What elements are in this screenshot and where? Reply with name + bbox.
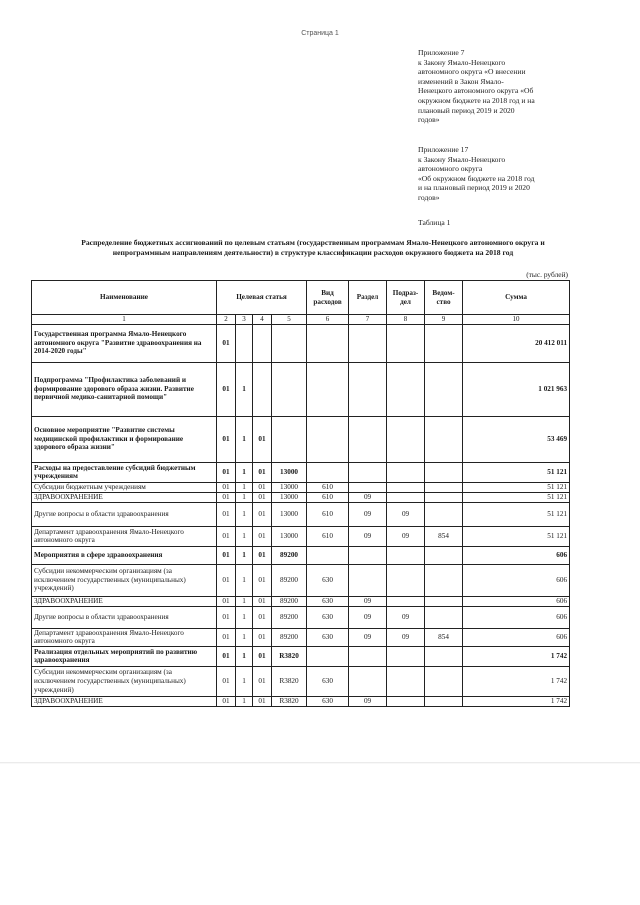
appendix-17-title: Приложение 17 [418,145,469,154]
target-event-cell: 01 [253,596,272,606]
table-row [32,596,570,606]
department-cell: 854 [425,526,463,546]
table-row [32,606,570,628]
target-direction-cell: R3820 [272,646,307,666]
target-direction-cell: 89200 [272,596,307,606]
subsection-cell [387,492,425,502]
target-direction-cell: 89200 [272,628,307,646]
target-program-cell: 01 [217,696,236,706]
target-subprogram-cell: 1 [236,526,253,546]
column-number: 3 [236,315,253,325]
section-cell: 09 [349,502,387,526]
target-program-cell: 01 [217,646,236,666]
appendix-17-line: к Закону Ямало-Ненецкого [418,154,506,164]
header-target-article: Целевая статья [217,281,307,315]
target-program-cell: 01 [217,362,236,416]
department-cell [425,362,463,416]
subsection-cell [387,696,425,706]
row-name-cell: Реализация отдельных мероприятий по развитию здравоохранения [32,646,217,666]
target-event-cell: 01 [253,526,272,546]
expense-type-cell: 630 [307,596,349,606]
target-direction-cell: 89200 [272,606,307,628]
department-cell [425,606,463,628]
target-subprogram-cell [236,324,253,362]
target-subprogram-cell: 1 [236,666,253,696]
appendix-7-line: Ненецкого автономного округа «Об [418,86,534,96]
target-event-cell: 01 [253,696,272,706]
target-event-cell: 01 [253,564,272,596]
row-name-cell: Подпрограмма "Профилактика заболеваний и формирование здорового образа жизни. Развитие первичной медико-санитарной помощи" [32,362,217,416]
row-name-cell: Другие вопросы в области здравоохранения [32,502,217,526]
subsection-cell [387,324,425,362]
section-cell [349,546,387,564]
table-row [32,462,570,482]
sum-cell: 51 121 [463,482,570,492]
section-cell: 09 [349,526,387,546]
row-name-cell: ЗДРАВООХРАНЕНИЕ [32,492,217,502]
row-name-cell: Субсидии бюджетным учреждениям [32,482,217,492]
target-event-cell: 01 [253,666,272,696]
table-row [32,696,570,706]
section-cell [349,324,387,362]
expense-type-cell: 630 [307,666,349,696]
section-cell: 09 [349,628,387,646]
target-event-cell: 01 [253,606,272,628]
row-name-cell: Субсидии некоммерческим организациям (за исключением государственных (муниципальных) учреждений) [32,666,217,696]
target-event-cell: 01 [253,416,272,462]
appendix-7-line: плановый период 2019 и 2020 [418,105,515,115]
sum-cell: 1 742 [463,666,570,696]
target-program-cell: 01 [217,526,236,546]
page-label: Страница 1 [301,30,339,37]
sum-cell: 51 121 [463,526,570,546]
row-name-cell: Государственная программа Ямало-Ненецкого автономного округа "Развитие здравоохранения на 2014-2020 годы" [32,324,217,362]
table-row [32,564,570,596]
subsection-cell [387,416,425,462]
subsection-cell: 09 [387,526,425,546]
target-subprogram-cell: 1 [236,416,253,462]
department-cell [425,596,463,606]
target-event-cell: 01 [253,646,272,666]
subsection-cell: 09 [387,502,425,526]
department-cell [425,462,463,482]
target-direction-cell: R3820 [272,696,307,706]
department-cell [425,492,463,502]
appendix-7-line: годов» [418,115,440,125]
target-subprogram-cell: 1 [236,606,253,628]
row-name-cell: Мероприятия в сфере здравоохранения [32,546,217,564]
table-row [32,416,570,462]
target-event-cell [253,324,272,362]
target-subprogram-cell: 1 [236,492,253,502]
target-direction-cell: 13000 [272,502,307,526]
target-subprogram-cell: 1 [236,362,253,416]
department-cell [425,546,463,564]
target-subprogram-cell: 1 [236,646,253,666]
document-title: Распределение бюджетных ассигнований по целевым статьям (государственным программам Ямало-Ненецкого автономного округа и непрограммным направлениям деятельности) в структуре классификации расходов окружного бюджета на 2018 год [81,238,545,257]
section-cell [349,416,387,462]
column-number: 7 [349,315,387,325]
department-cell [425,646,463,666]
expense-type-cell: 610 [307,492,349,502]
column-number: 2 [217,315,236,325]
table-row [32,546,570,564]
row-name-cell: ЗДРАВООХРАНЕНИЕ [32,596,217,606]
target-direction-cell: 13000 [272,482,307,492]
target-subprogram-cell: 1 [236,502,253,526]
expense-type-cell: 630 [307,628,349,646]
target-program-cell: 01 [217,564,236,596]
header-row [32,281,570,315]
sum-cell: 606 [463,606,570,628]
row-name-cell: Основное мероприятие "Развитие системы медицинской профилактики и формирование здорового образа жизни" [32,416,217,462]
row-name-cell: Расходы на предоставление субсидий бюджетным учреждениям [32,462,217,482]
department-cell [425,416,463,462]
appendix-7-line: к Закону Ямало-Ненецкого [418,57,506,67]
sum-cell: 51 121 [463,492,570,502]
sum-cell: 606 [463,564,570,596]
section-cell [349,362,387,416]
row-name-cell: ЗДРАВООХРАНЕНИЕ [32,696,217,706]
table-label: Таблица 1 [418,218,451,227]
target-direction-cell [272,324,307,362]
section-cell [349,482,387,492]
section-cell: 09 [349,696,387,706]
appendix-7-line: изменений в Закон Ямало- [418,76,504,86]
department-cell [425,482,463,492]
sum-cell: 51 121 [463,462,570,482]
row-name-cell: Департамент здравоохранения Ямало-Ненецкого автономного округа [32,628,217,646]
target-event-cell: 01 [253,502,272,526]
target-program-cell: 01 [217,546,236,564]
expense-type-cell: 610 [307,526,349,546]
target-subprogram-cell: 1 [236,628,253,646]
appendix-17-line: годов» [418,192,440,202]
appendix-17-line: автономного округа [418,164,483,174]
target-direction-cell: 89200 [272,564,307,596]
column-number: 4 [253,315,272,325]
expense-type-cell: 630 [307,606,349,628]
target-event-cell: 01 [253,482,272,492]
section-cell [349,564,387,596]
header-sum: Сумма [463,281,570,315]
target-program-cell: 01 [217,596,236,606]
expense-type-cell: 630 [307,564,349,596]
table-row [32,526,570,546]
table-row [32,324,570,362]
target-subprogram-cell: 1 [236,546,253,564]
appendix-17-line: и на плановый период 2019 и 2020 [418,183,530,193]
target-event-cell [253,362,272,416]
target-event-cell: 01 [253,492,272,502]
header-department: Ведом-ство [425,281,463,315]
target-program-cell: 01 [217,416,236,462]
sum-cell: 51 121 [463,502,570,526]
scan-edge [0,762,640,764]
header-subsection: Подраз-дел [387,281,425,315]
target-program-cell: 01 [217,666,236,696]
subsection-cell [387,482,425,492]
target-program-cell: 01 [217,606,236,628]
target-direction-cell: 13000 [272,526,307,546]
target-subprogram-cell: 1 [236,482,253,492]
target-direction-cell: 13000 [272,492,307,502]
target-subprogram-cell: 1 [236,696,253,706]
subsection-cell: 09 [387,606,425,628]
expense-type-cell [307,546,349,564]
expense-type-cell [307,646,349,666]
subsection-cell [387,666,425,696]
section-cell: 09 [349,492,387,502]
subsection-cell [387,564,425,596]
sum-cell: 606 [463,546,570,564]
appendix-7-block [418,48,578,125]
target-program-cell: 01 [217,324,236,362]
department-cell [425,696,463,706]
department-cell [425,324,463,362]
department-cell: 854 [425,628,463,646]
table-body [32,324,570,706]
section-cell: 09 [349,606,387,628]
department-cell [425,502,463,526]
subsection-cell [387,362,425,416]
subsection-cell: 09 [387,628,425,646]
column-number: 10 [463,315,570,325]
section-cell [349,666,387,696]
header-name: Наименование [32,281,217,315]
target-subprogram-cell: 1 [236,462,253,482]
expense-type-cell [307,462,349,482]
sum-cell: 1 742 [463,696,570,706]
target-program-cell: 01 [217,502,236,526]
subsection-cell [387,646,425,666]
appendix-17-line: «Об окружном бюджете на 2018 год [418,173,535,183]
header-section: Раздел [349,281,387,315]
column-number: 5 [272,315,307,325]
subsection-cell [387,462,425,482]
table-row [32,362,570,416]
target-direction-cell: 89200 [272,546,307,564]
appendix-7-title: Приложение 7 [418,48,465,57]
expense-type-cell: 610 [307,502,349,526]
target-direction-cell [272,416,307,462]
table-row [32,628,570,646]
table-row [32,492,570,502]
column-number-row [32,315,570,325]
expense-type-cell: 630 [307,696,349,706]
sum-cell: 606 [463,628,570,646]
appendix-17-block [418,145,578,203]
target-program-cell: 01 [217,492,236,502]
expense-type-cell [307,416,349,462]
section-cell [349,646,387,666]
target-event-cell: 01 [253,462,272,482]
row-name-cell: Другие вопросы в области здравоохранения [32,606,217,628]
appendix-7-line: автономного округа «О внесении [418,67,526,77]
column-number: 8 [387,315,425,325]
column-number: 6 [307,315,349,325]
column-number: 1 [32,315,217,325]
target-program-cell: 01 [217,482,236,492]
target-event-cell: 01 [253,546,272,564]
sum-cell: 1 021 963 [463,362,570,416]
target-direction-cell: 13000 [272,462,307,482]
table-row [32,482,570,492]
sum-cell: 606 [463,596,570,606]
budget-table [31,280,570,707]
header-expense-type: Вид расходов [307,281,349,315]
units-label: (тыс. рублей) [526,270,568,279]
expense-type-cell [307,324,349,362]
expense-type-cell [307,362,349,416]
section-cell: 09 [349,596,387,606]
section-cell [349,462,387,482]
target-event-cell: 01 [253,628,272,646]
sum-cell: 53 469 [463,416,570,462]
subsection-cell [387,546,425,564]
table-row [32,666,570,696]
table-row [32,502,570,526]
target-program-cell: 01 [217,628,236,646]
target-program-cell: 01 [217,462,236,482]
appendix-7-line: окружном бюджете на 2018 год и на [418,95,535,105]
row-name-cell: Субсидии некоммерческим организациям (за исключением государственных (муниципальных) учреждений) [32,564,217,596]
row-name-cell: Департамент здравоохранения Ямало-Ненецкого автономного округа [32,526,217,546]
department-cell [425,666,463,696]
target-subprogram-cell: 1 [236,564,253,596]
target-direction-cell [272,362,307,416]
table-row [32,646,570,666]
sum-cell: 20 412 011 [463,324,570,362]
target-direction-cell: R3820 [272,666,307,696]
subsection-cell [387,596,425,606]
expense-type-cell: 610 [307,482,349,492]
department-cell [425,564,463,596]
target-subprogram-cell: 1 [236,596,253,606]
sum-cell: 1 742 [463,646,570,666]
column-number: 9 [425,315,463,325]
